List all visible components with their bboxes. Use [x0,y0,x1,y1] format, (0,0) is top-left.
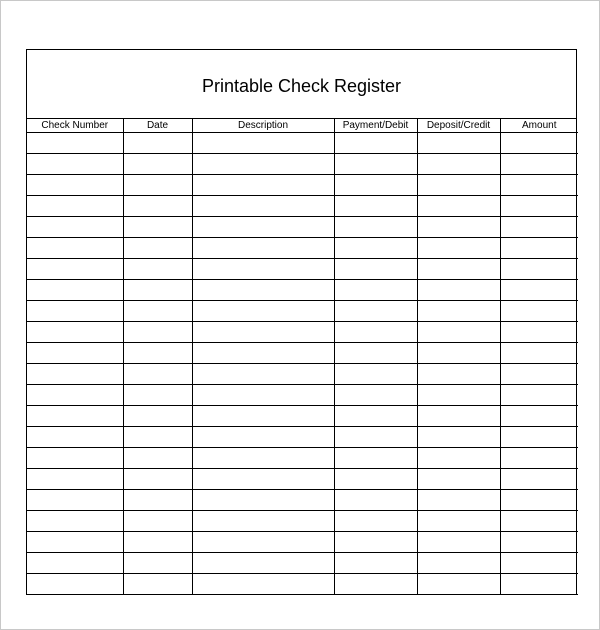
description-cell [192,280,334,301]
description-cell [192,469,334,490]
amount-cell [500,532,578,553]
amount-cell [500,511,578,532]
column-header-deposit-credit: Deposit/Credit [417,119,500,133]
description-cell [192,259,334,280]
deposit-credit-cell [417,511,500,532]
deposit-credit-cell [417,301,500,322]
payment-debit-cell [334,259,417,280]
payment-debit-cell [334,154,417,175]
deposit-credit-cell [417,406,500,427]
payment-debit-cell [334,511,417,532]
deposit-credit-cell [417,196,500,217]
check-number-cell [27,511,123,532]
table-row [27,385,578,406]
check-number-cell [27,259,123,280]
amount-cell [500,448,578,469]
payment-debit-cell [334,406,417,427]
payment-debit-cell [334,217,417,238]
register-table [27,119,578,595]
description-cell [192,301,334,322]
deposit-credit-cell [417,469,500,490]
amount-cell [500,154,578,175]
description-cell [192,175,334,196]
check-number-cell [27,217,123,238]
column-header-description: Description [192,119,334,133]
table-row [27,259,578,280]
check-number-cell [27,322,123,343]
check-register [26,49,577,595]
deposit-credit-cell [417,259,500,280]
payment-debit-cell [334,196,417,217]
check-number-cell [27,469,123,490]
description-cell [192,217,334,238]
payment-debit-cell [334,301,417,322]
table-row [27,175,578,196]
date-cell [123,301,192,322]
amount-cell [500,217,578,238]
date-cell [123,385,192,406]
deposit-credit-cell [417,532,500,553]
payment-debit-cell [334,175,417,196]
payment-debit-cell [334,553,417,574]
deposit-credit-cell [417,574,500,595]
amount-cell [500,469,578,490]
table-row [27,574,578,595]
check-number-cell [27,448,123,469]
date-cell [123,427,192,448]
check-number-cell [27,553,123,574]
column-header-amount: Amount [500,119,578,133]
amount-cell [500,553,578,574]
table-row [27,427,578,448]
payment-debit-cell [334,448,417,469]
table-row [27,343,578,364]
amount-cell [500,406,578,427]
description-cell [192,238,334,259]
date-cell [123,133,192,154]
deposit-credit-cell [417,364,500,385]
date-cell [123,280,192,301]
payment-debit-cell [334,238,417,259]
table-row [27,301,578,322]
description-cell [192,133,334,154]
table-row [27,133,578,154]
table-row [27,490,578,511]
page-title: Printable Check Register [201,75,402,96]
register-body [27,133,578,595]
amount-cell [500,133,578,154]
table-row [27,217,578,238]
table-row [27,154,578,175]
check-number-cell [27,385,123,406]
deposit-credit-cell [417,448,500,469]
deposit-credit-cell [417,238,500,259]
column-header-payment-debit: Payment/Debit [334,119,417,133]
date-cell [123,553,192,574]
column-header-date: Date [123,119,192,133]
payment-debit-cell [334,133,417,154]
date-cell [123,532,192,553]
check-number-cell [27,343,123,364]
deposit-credit-cell [417,217,500,238]
table-row [27,511,578,532]
description-cell [192,532,334,553]
check-number-cell [27,175,123,196]
check-number-cell [27,574,123,595]
date-cell [123,217,192,238]
date-cell [123,364,192,385]
amount-cell [500,385,578,406]
amount-cell [500,238,578,259]
deposit-credit-cell [417,490,500,511]
table-row [27,532,578,553]
deposit-credit-cell [417,175,500,196]
check-number-cell [27,364,123,385]
description-cell [192,574,334,595]
check-number-cell [27,406,123,427]
deposit-credit-cell [417,385,500,406]
date-cell [123,238,192,259]
date-cell [123,511,192,532]
date-cell [123,154,192,175]
payment-debit-cell [334,280,417,301]
description-cell [192,343,334,364]
deposit-credit-cell [417,280,500,301]
description-cell [192,511,334,532]
description-cell [192,406,334,427]
amount-cell [500,427,578,448]
date-cell [123,196,192,217]
deposit-credit-cell [417,133,500,154]
date-cell [123,175,192,196]
check-number-cell [27,490,123,511]
date-cell [123,490,192,511]
amount-cell [500,322,578,343]
payment-debit-cell [334,427,417,448]
table-row [27,364,578,385]
description-cell [192,448,334,469]
description-cell [192,322,334,343]
deposit-credit-cell [417,343,500,364]
title-box [27,50,576,119]
amount-cell [500,280,578,301]
amount-cell [500,490,578,511]
payment-debit-cell [334,364,417,385]
table-row [27,196,578,217]
deposit-credit-cell [417,427,500,448]
date-cell [123,448,192,469]
header-row [27,119,578,133]
date-cell [123,322,192,343]
deposit-credit-cell [417,322,500,343]
check-number-cell [27,427,123,448]
payment-debit-cell [334,343,417,364]
amount-cell [500,343,578,364]
description-cell [192,490,334,511]
amount-cell [500,259,578,280]
table-row [27,322,578,343]
description-cell [192,427,334,448]
description-cell [192,364,334,385]
amount-cell [500,574,578,595]
amount-cell [500,364,578,385]
check-number-cell [27,532,123,553]
check-number-cell [27,196,123,217]
payment-debit-cell [334,532,417,553]
check-number-cell [27,238,123,259]
description-cell [192,196,334,217]
column-header-check-number: Check Number [27,119,123,133]
table-row [27,448,578,469]
table-row [27,280,578,301]
check-number-cell [27,154,123,175]
date-cell [123,469,192,490]
date-cell [123,406,192,427]
date-cell [123,343,192,364]
amount-cell [500,301,578,322]
description-cell [192,154,334,175]
description-cell [192,553,334,574]
amount-cell [500,175,578,196]
deposit-credit-cell [417,553,500,574]
check-number-cell [27,280,123,301]
payment-debit-cell [334,574,417,595]
description-cell [192,385,334,406]
date-cell [123,574,192,595]
table-row [27,469,578,490]
check-number-cell [27,133,123,154]
payment-debit-cell [334,322,417,343]
check-number-cell [27,301,123,322]
deposit-credit-cell [417,154,500,175]
payment-debit-cell [334,469,417,490]
table-row [27,238,578,259]
date-cell [123,259,192,280]
payment-debit-cell [334,385,417,406]
table-row [27,406,578,427]
table-row [27,553,578,574]
amount-cell [500,196,578,217]
payment-debit-cell [334,490,417,511]
